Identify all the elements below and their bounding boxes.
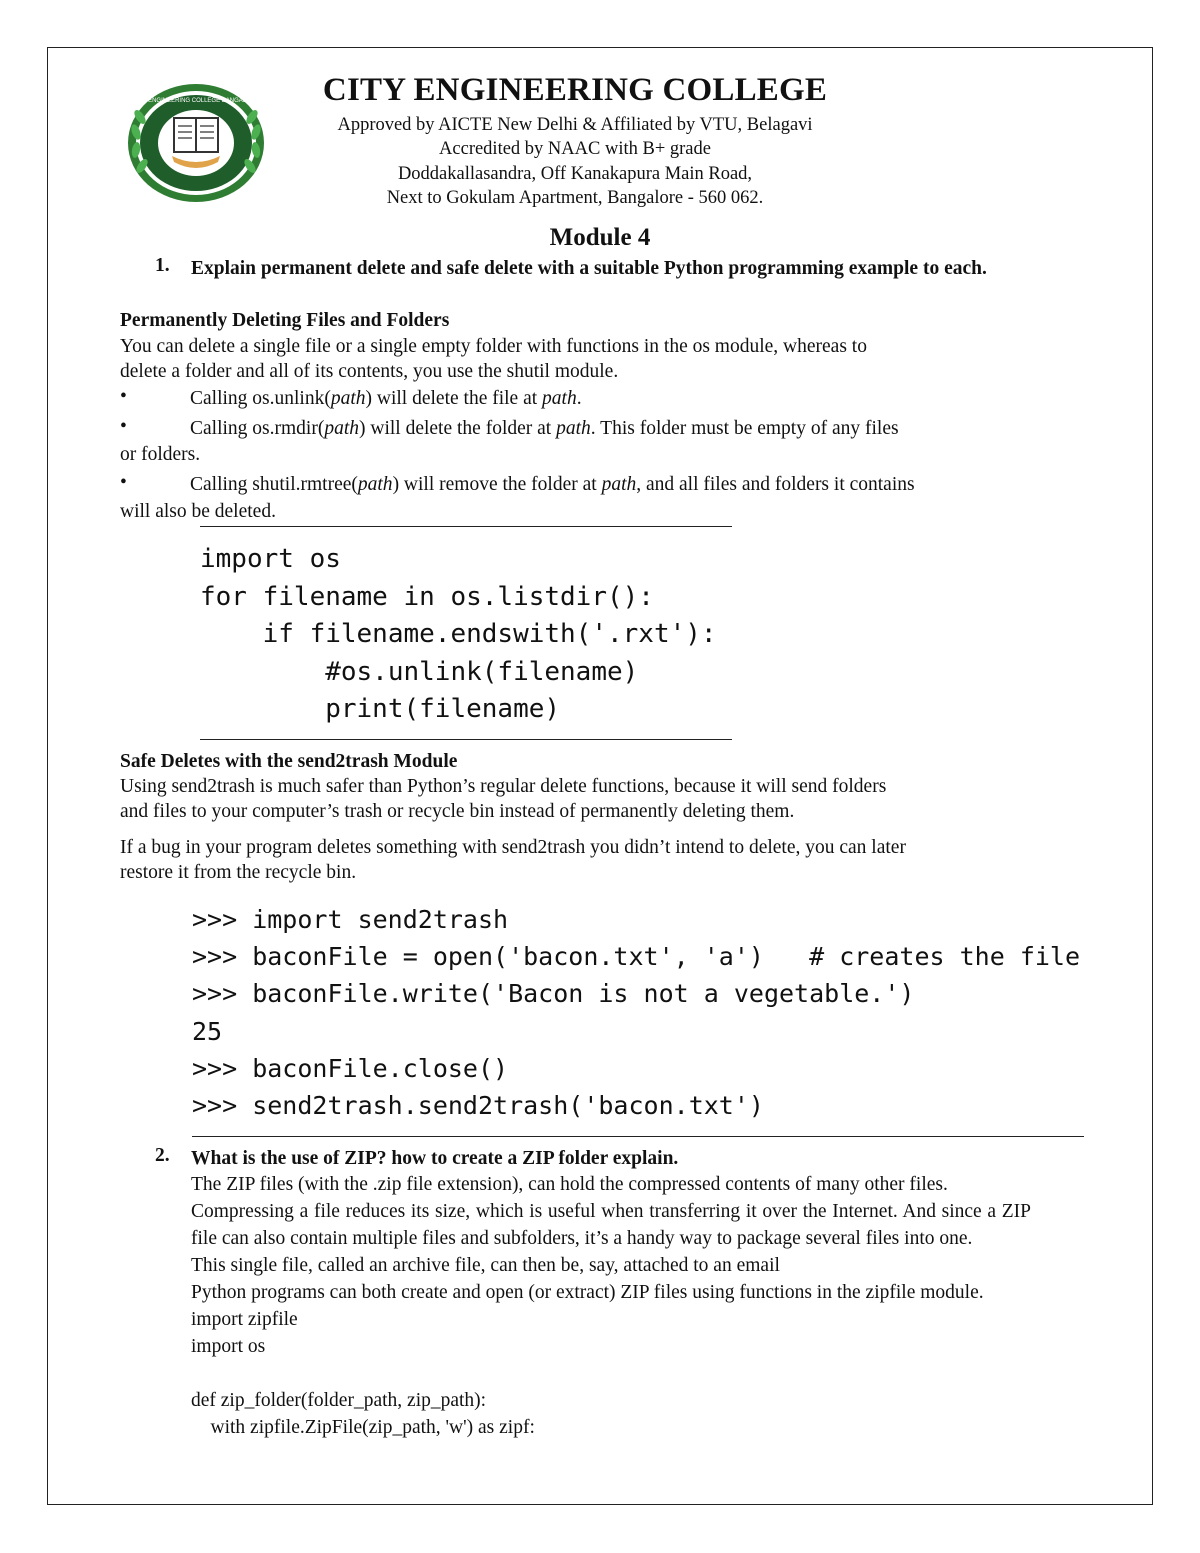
answer-line: [191, 1360, 1031, 1387]
header-line-approval: Approved by AICTE New Delhi & Affiliated by VTU, Belagavi: [337, 115, 813, 135]
code-block-unlink: import os for filename in os.listdir(): if filename.endswith('.rxt'): #os.unlink(filename) print(filename): [200, 544, 717, 724]
answer-line: with zipfile.ZipFile(zip_path, 'w') as zipf:: [191, 1417, 535, 1438]
question-text: Explain permanent delete and safe delete with a suitable Python programming example to each.: [191, 258, 987, 279]
module-title: Module 4: [549, 224, 651, 251]
header-line-address: Doddakallasandra, Off Kanakapura Main Road,: [397, 164, 753, 184]
bullet-item: Calling os.rmdir(path) will delete the folder at path. This folder must be empty of any files: [190, 418, 899, 439]
header-line-accreditation: Accredited by NAAC with B+ grade: [439, 139, 711, 159]
answer-line: import zipfile: [191, 1309, 298, 1330]
answer-line: Python programs can both create and open (or extract) ZIP files using functions in the zipfile module.: [191, 1282, 984, 1303]
logo-text: CITY ENGINEERING COLLEGE BANGALORE: [132, 98, 260, 104]
section-heading: Safe Deletes with the send2trash Module: [120, 751, 458, 772]
answer-line: import os: [191, 1336, 266, 1357]
code-rule-top: [200, 526, 732, 527]
question-number: 1.: [155, 255, 170, 276]
paragraph-line: If a bug in your program deletes something with send2trash you didn’t intend to delete, you can later: [120, 837, 906, 858]
college-name: CITY ENGINEERING COLLEGE: [322, 72, 828, 108]
bullet-marker: •: [120, 472, 127, 493]
bullet-continuation: or folders.: [120, 444, 201, 465]
bullet-marker: •: [120, 416, 127, 437]
answer-line: The ZIP files (with the .zip file extension), can hold the compressed contents of many other files.: [191, 1174, 948, 1195]
question-number: 2.: [155, 1145, 170, 1166]
bullet-item: Calling shutil.rmtree(path) will remove the folder at path, and all files and folders it contains: [190, 474, 915, 495]
bullet-item: Calling os.unlink(path) will delete the file at path.: [190, 388, 582, 409]
paragraph-line: restore it from the recycle bin.: [120, 862, 357, 883]
paragraph-line: Using send2trash is much safer than Python’s regular delete functions, because it will send folders: [120, 776, 887, 797]
paragraph-line: delete a folder and all of its contents, you use the shutil module.: [120, 361, 619, 382]
header-line-address2: Next to Gokulam Apartment, Bangalore - 560 062.: [386, 188, 764, 208]
paragraph-line: and files to your computer’s trash or recycle bin instead of permanently deleting them.: [120, 801, 795, 822]
paragraph-line: You can delete a single file or a single empty folder with functions in the os module, whereas to: [120, 336, 867, 357]
answer-line: This single file, called an archive file, can then be, say, attached to an email: [191, 1255, 780, 1276]
bullet-marker: •: [120, 386, 127, 407]
answer-line: Compressing a file reduces its size, which is useful when transferring it over the Internet. And since a ZIP file can also contain multiple files and subfolders, it’s a handy way to package several files into one.: [191, 1201, 1031, 1249]
code-block-send2trash: >>> import send2trash >>> baconFile = open('bacon.txt', 'a') # creates the file >>> baconFile.write('Bacon is not a vegetable.') 25 >>> baconFile.close() >>> send2trash.send2trash('bacon.txt'): [192, 905, 1081, 1121]
bullet-continuation: will also be deleted.: [120, 501, 276, 522]
section-rule: [192, 1136, 1084, 1137]
question-text: What is the use of ZIP? how to create a ZIP folder explain.: [191, 1148, 679, 1169]
section-heading: Permanently Deleting Files and Folders: [120, 310, 450, 331]
answer-line: def zip_folder(folder_path, zip_path):: [191, 1390, 487, 1411]
code-rule-bottom: [200, 739, 732, 740]
answer-body: [191, 1171, 1031, 1441]
college-logo: [126, 82, 266, 204]
